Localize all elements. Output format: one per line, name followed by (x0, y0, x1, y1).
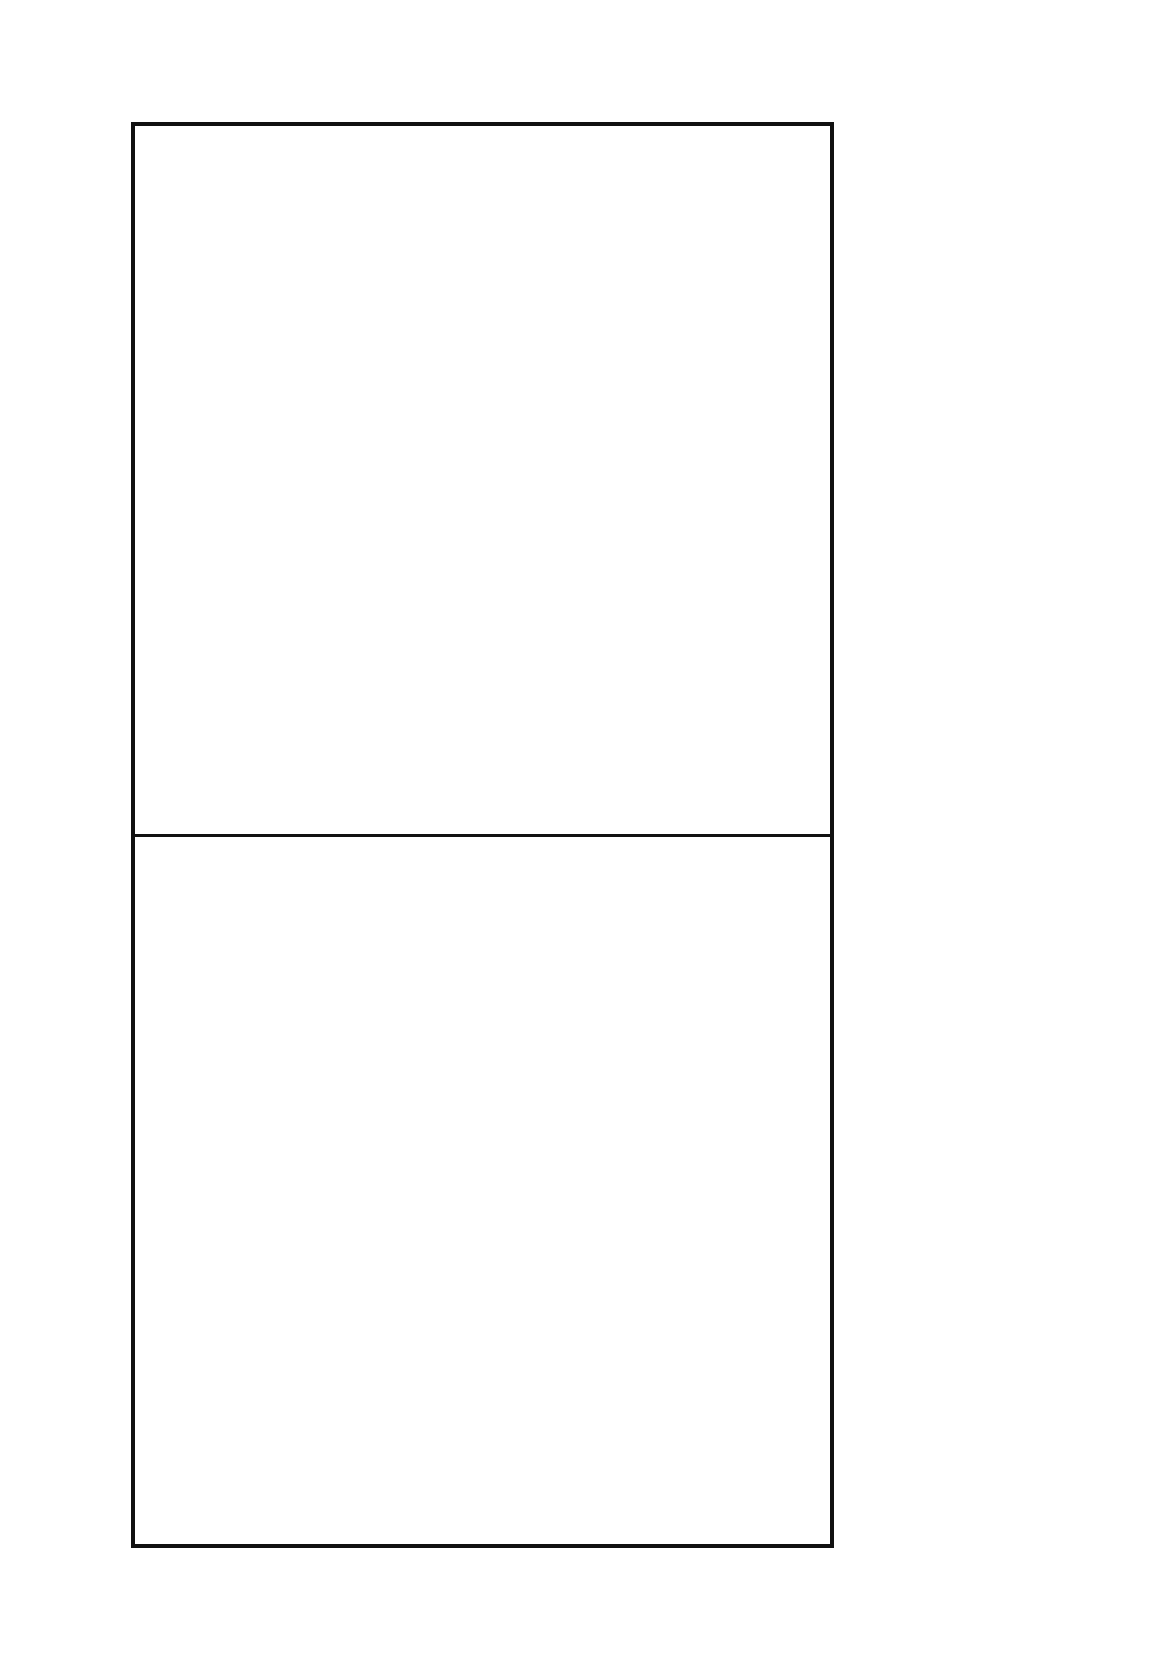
bottom-section (159, 856, 816, 1536)
top-section (159, 166, 816, 826)
page-frame (131, 122, 834, 1548)
section-divider (135, 834, 830, 837)
